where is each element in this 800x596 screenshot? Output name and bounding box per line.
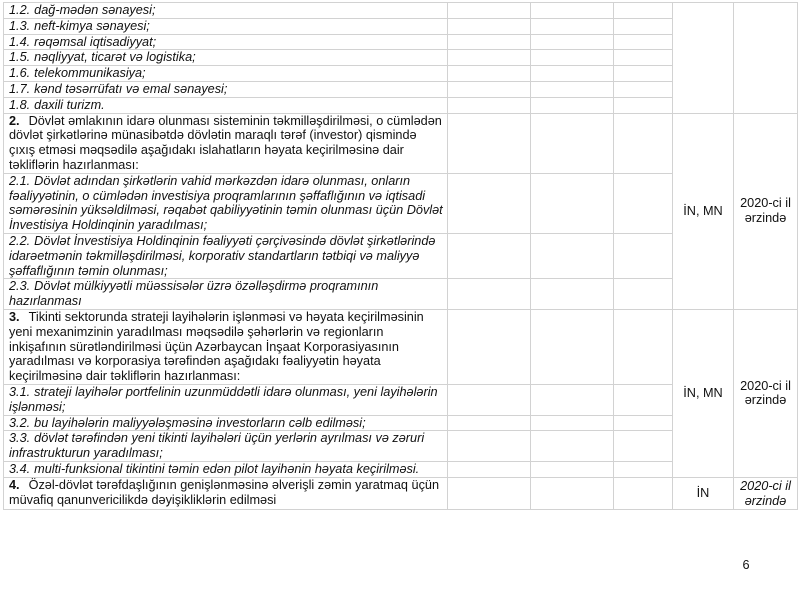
item-number: 4. (9, 477, 20, 492)
task-cell (4, 309, 448, 384)
mid-cell-2 (531, 34, 614, 50)
mid-cell-2 (531, 18, 614, 34)
task-cell (4, 233, 448, 278)
task-cell (4, 279, 448, 310)
item-number: 3.3. (9, 431, 31, 446)
task-cell (4, 97, 448, 113)
mid-cell-1 (448, 3, 531, 19)
mid-cell-3 (614, 309, 673, 384)
item-text: multi-funksional tikintini təmin edən pilot layihənin həyata keçirilməsi. (34, 461, 420, 476)
task-cell (4, 431, 448, 462)
mid-cell-2 (531, 113, 614, 173)
mid-cell-2 (531, 384, 614, 415)
item-text: rəqəmsal iqtisadiyyat; (34, 34, 157, 49)
item-number: 2.1. (9, 173, 31, 188)
deadline-cell (734, 3, 798, 114)
item-text: kənd təsərrüfatı və emal sənayesi; (34, 81, 228, 96)
mid-cell-2 (531, 309, 614, 384)
action-plan-table (3, 2, 798, 510)
mid-cell-3 (614, 477, 673, 510)
item-number: 2.3. (9, 279, 31, 294)
responsible-cell: İN, MN (673, 113, 734, 309)
mid-cell-1 (448, 113, 531, 173)
page-number: 6 (742, 558, 750, 572)
mid-cell-2 (531, 431, 614, 462)
item-number: 3.4. (9, 461, 31, 476)
mid-cell-2 (531, 279, 614, 310)
deadline-cell: 2020-ci il ərzində (734, 477, 798, 510)
mid-cell-1 (448, 66, 531, 82)
responsible-cell: İN, MN (673, 309, 734, 477)
mid-cell-2 (531, 50, 614, 66)
task-cell (4, 81, 448, 97)
mid-cell-1 (448, 50, 531, 66)
item-number: 1.7. (9, 81, 31, 96)
item-text: Dövlət adından şirkətlərin vahid mərkəzdən idarə olunması, onların fəaliyyətinin, o cümlədən investisiya proqramlarının şəffaflığının və iqtisadi səmərəsinin yüksəldilməsi, rəqabət qabiliyyətinin təmin olunması üçün Dövlət İnvestisiya Holdinqinin yaradılması; (9, 173, 443, 233)
mid-cell-3 (614, 50, 673, 66)
task-cell (4, 34, 448, 50)
mid-cell-1 (448, 279, 531, 310)
table-row (4, 309, 798, 384)
item-number: 3.2. (9, 415, 31, 430)
item-text: neft-kimya sənayesi; (34, 18, 150, 33)
mid-cell-1 (448, 461, 531, 477)
mid-cell-3 (614, 113, 673, 173)
deadline-cell: 2020-ci il ərzində (734, 309, 798, 477)
item-text: Dövlət İnvestisiya Holdinqinin fəaliyyəti çərçivəsində dövlət şirkətlərində idarəetmənin təkmilləşdirilməsi, korporativ standartların tətbiqi və maliyyə şəffaflığının təmin olunması; (9, 233, 436, 278)
item-text: bu layihələrin maliyyələşməsinə investorların cəlb edilməsi; (34, 415, 366, 430)
mid-cell-2 (531, 3, 614, 19)
mid-cell-3 (614, 173, 673, 233)
task-cell (4, 173, 448, 233)
item-number: 2. (9, 113, 20, 128)
responsible-cell (673, 3, 734, 114)
mid-cell-3 (614, 81, 673, 97)
item-number: 1.4. (9, 34, 31, 49)
mid-cell-1 (448, 97, 531, 113)
table-row (4, 113, 798, 173)
mid-cell-3 (614, 233, 673, 278)
mid-cell-3 (614, 34, 673, 50)
task-cell (4, 50, 448, 66)
task-cell (4, 113, 448, 173)
mid-cell-2 (531, 173, 614, 233)
mid-cell-1 (448, 384, 531, 415)
mid-cell-2 (531, 415, 614, 431)
item-number: 1.2. (9, 3, 31, 17)
mid-cell-3 (614, 3, 673, 19)
mid-cell-1 (448, 477, 531, 510)
task-cell (4, 384, 448, 415)
item-text: dövlət tərəfindən yeni tikinti layihələri üçün yerlərin ayrılması və zəruri infrastrukturun yaradılması; (9, 431, 425, 461)
mid-cell-1 (448, 309, 531, 384)
item-number: 1.6. (9, 66, 31, 81)
item-text: Dövlət əmlakının idarə olunması sisteminin təkmilləşdirilməsi, o cümlədən dövlət şirkətlərinə münasibətdə dövlətin maraqlı tərəf (investor) qismində çıxış etməsi məqsədilə aşağıdakı islahatların həyata keçirilməsinə dair təkliflərin hazırlanması: (9, 113, 442, 172)
table-row (4, 477, 798, 510)
mid-cell-3 (614, 66, 673, 82)
mid-cell-3 (614, 461, 673, 477)
item-number: 1.3. (9, 18, 31, 33)
item-number: 3.1. (9, 384, 31, 399)
mid-cell-1 (448, 173, 531, 233)
mid-cell-2 (531, 81, 614, 97)
item-number: 1.5. (9, 50, 31, 65)
mid-cell-3 (614, 18, 673, 34)
mid-cell-2 (531, 97, 614, 113)
mid-cell-2 (531, 461, 614, 477)
mid-cell-3 (614, 384, 673, 415)
item-text: Özəl-dövlət tərəfdaşlığının genişlənməsinə əlverişli zəmin yaratmaq üçün müvafiq qanunvericilikdə dəyişikliklərin edilməsi (9, 477, 440, 507)
task-cell (4, 66, 448, 82)
item-text: dağ-mədən sənayesi; (34, 3, 156, 17)
task-cell (4, 3, 448, 19)
mid-cell-3 (614, 415, 673, 431)
item-number: 1.8. (9, 97, 31, 112)
item-text: telekommunikasiya; (34, 66, 146, 81)
mid-cell-2 (531, 66, 614, 82)
item-text: nəqliyyat, ticarət və logistika; (34, 50, 196, 65)
mid-cell-3 (614, 431, 673, 462)
item-number: 3. (9, 309, 20, 324)
table-row (4, 3, 798, 19)
mid-cell-2 (531, 233, 614, 278)
task-cell (4, 477, 448, 510)
mid-cell-1 (448, 18, 531, 34)
mid-cell-3 (614, 97, 673, 113)
item-text: strateji layihələr portfelinin uzunmüddətli idarə olunması, yeni layihələrin işlənməsi; (9, 384, 438, 414)
mid-cell-1 (448, 415, 531, 431)
mid-cell-1 (448, 431, 531, 462)
item-text: daxili turizm. (34, 97, 105, 112)
responsible-cell: İN (673, 477, 734, 510)
task-cell (4, 18, 448, 34)
item-text: Dövlət mülkiyyətli müəssisələr üzrə özəlləşdirmə proqramının hazırlanması (9, 279, 379, 309)
mid-cell-1 (448, 34, 531, 50)
mid-cell-3 (614, 279, 673, 310)
item-text: Tikinti sektorunda strateji layihələrin işlənməsi və həyata keçirilməsinin yeni mexanimzinin yaradılması məqsədilə şəhərlərin və regionların inkişafının sürətləndirilməsi üçün Azərbaycan İnşaat Korporasiyasının yaradılması və korporasiya tərəfindən aşağıdakı fəaliyyətin həyata keçirilməsinə dair təkliflərin hazırlanması: (9, 309, 424, 384)
deadline-cell: 2020-ci il ərzində (734, 113, 798, 309)
item-number: 2.2. (9, 233, 31, 248)
mid-cell-1 (448, 81, 531, 97)
mid-cell-1 (448, 233, 531, 278)
mid-cell-2 (531, 477, 614, 510)
task-cell (4, 415, 448, 431)
task-cell (4, 461, 448, 477)
table-body (4, 3, 798, 510)
